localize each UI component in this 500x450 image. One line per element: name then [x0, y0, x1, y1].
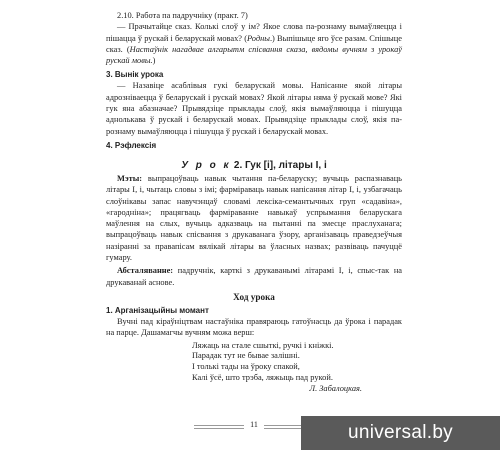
page-number: 11: [250, 420, 258, 429]
equipment-text: падручнік, карткі з друкаванымі літарамі І, і, спыс-так на друкаванай аснове.: [106, 266, 403, 287]
poem-line: Ляжаць на стале сшыткі, ручкі і кніжкі.: [192, 340, 334, 350]
equipment-paragraph: [106, 265, 402, 288]
equipment-label: Абсталяванне:: [117, 266, 174, 276]
goals-text: выпрацоўваць навык чытання па-беларуску; вучыць распазнаваць літары І, і, чытаць словы з імі; фарміраваць навык напісання літар І, і, узбагачаць слоўнікавы запас навучэнцаў словамі лексіка-семантычных груп «садавіна», «гароднiна»; працягваць фарміраванне навыкаў успрымання беларускага маўлення на слых, вучыць адказваць на пытанні па змесце праслуханага; выпрацоўваць навык спісвання з друкаванага ўзору, арганізаваць праведзеўчыя назіранні за правапісам вялікай літары ва ўласных назвах; развіваць пачуццё гумару.: [106, 173, 402, 263]
task-note: Настаўнік нагадвае алгарытм спісвання сказа, вядомы вучням з урокаў рускай мовы.: [106, 44, 402, 66]
poem-author: Л. Забалоцкая.: [309, 383, 362, 393]
poem: [106, 341, 402, 395]
section3-heading: 3. Вынік урока: [106, 70, 164, 80]
lesson-title: [106, 160, 402, 171]
goals-paragraph: [106, 173, 402, 263]
task-number-line: 2.10. Работа па падручніку (практ. 7): [117, 11, 248, 20]
footer-rule-left: [194, 425, 244, 426]
watermark: universal.by: [301, 416, 500, 450]
poem-line: Калі ўсё, што трэба, ляжыць пад рукой.: [192, 372, 333, 382]
goals-label: Мэты:: [117, 173, 143, 183]
task-text-after: .) Выпішыце яго ўсе разам. Спішыце сказ. (: [106, 33, 402, 54]
lesson-title-text: 2. Гук [і], літары І, і: [233, 159, 327, 171]
task-close: ): [152, 56, 156, 66]
task-paragraph: [106, 21, 402, 66]
course-heading: Ход урока: [233, 291, 275, 302]
section4-heading: 4. Рэфлексія: [106, 140, 157, 150]
task-answer: Родны: [246, 33, 270, 43]
lesson-word: У р о к: [181, 159, 232, 171]
page-content: [106, 10, 402, 395]
poem-line: І толькі тады на ўроку спакой,: [192, 362, 300, 372]
task-text-before: — Прачытайце сказ. Колькі слоў у ім? Якое слова па-рознаму вымаўляецца і пішацца ў рускай і беларускай мовах? (: [106, 22, 402, 43]
section3-text: — Назавіце асаблівыя гукі беларускай мовы. Напісанне якой літары адрозніваецца ў беларускай і рускай мовах? Якой літары няма ў рускай мове? Які гук яна абазначае? Прывядзіце прыклады слоў, якія вымаўляюцца і пішуцца аднолькава ў рускай і беларускай мовах. Прывядзіце прыклады слоў, якія па-рознаму вымаўляюцца і пішуцца ў рускай і беларускай мовах.: [106, 81, 402, 136]
section1-heading: 1. Арганізацыйны момант: [106, 305, 209, 315]
section1-text: Вучні пад кіраўніцтвам настаўніка правяраюць гатоўнасць да ўрока і парадак на парце. Дашамагчы вучням можа верш:: [106, 316, 402, 338]
poem-line: Парадак тут не бывае залішні.: [192, 351, 300, 361]
